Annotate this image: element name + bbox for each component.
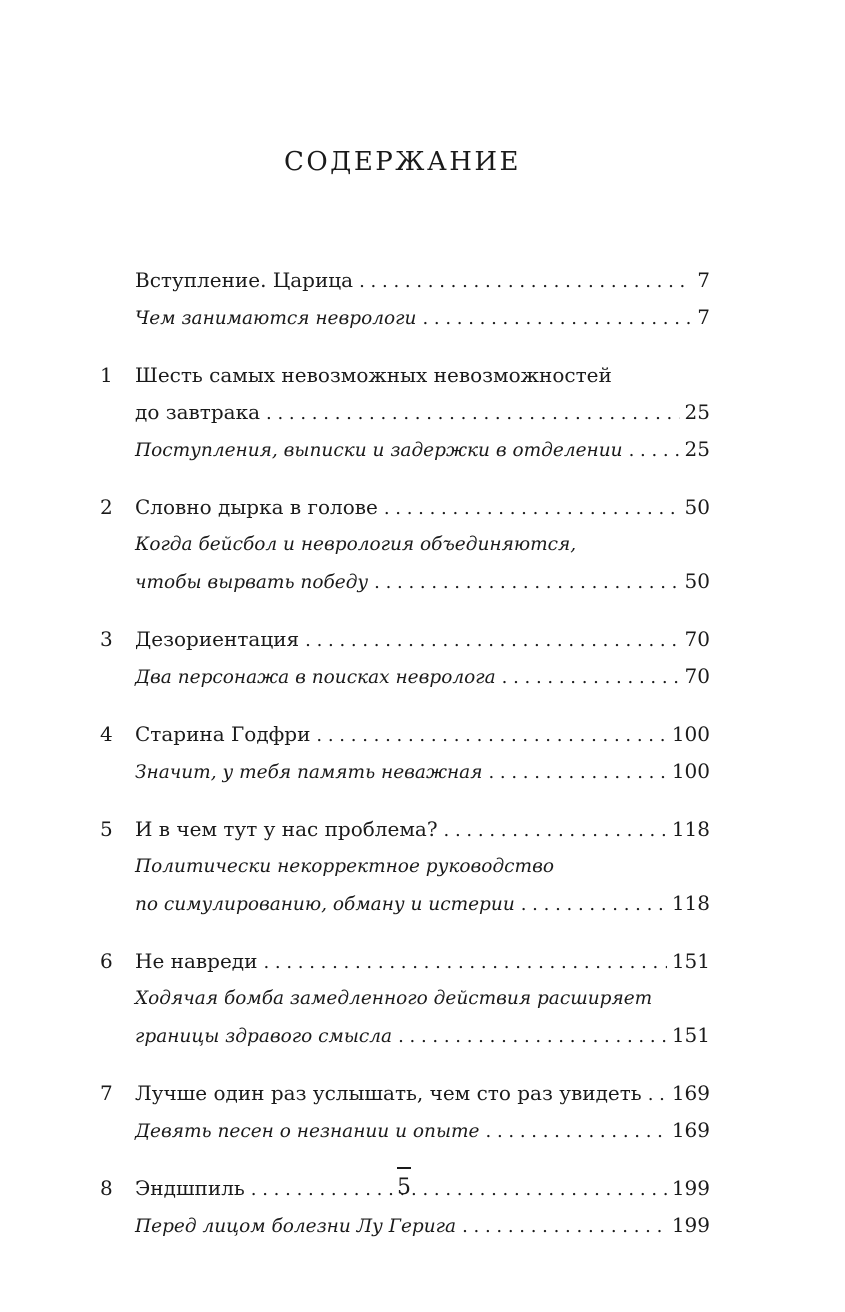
toc-subtitle-line[interactable] — [100, 658, 710, 695]
chapter-number: 7 — [100, 1081, 113, 1105]
page-number: 5 — [397, 1175, 411, 1200]
toc-chapter-line[interactable] — [100, 1075, 710, 1112]
chapter-title: Вступление. Царица — [135, 268, 354, 292]
page-ref: 199 — [671, 1176, 710, 1200]
toc-section — [100, 943, 710, 1054]
dot-leader — [263, 944, 666, 981]
chapter-title: Дезориентация — [135, 627, 300, 651]
chapter-title: Старина Годфри — [135, 722, 311, 746]
dot-leader — [444, 812, 667, 849]
chapter-number: 5 — [100, 817, 113, 841]
subtitle-text: чтобы вырвать победу — [135, 572, 369, 593]
toc-subtitle-line[interactable] — [100, 885, 710, 922]
chapter-title: Не навреди — [135, 949, 258, 973]
subtitle-text: Политически некорректное руководство — [135, 856, 554, 877]
page-ref: 25 — [684, 437, 710, 461]
chapter-title: до завтрака — [135, 400, 261, 424]
dot-leader — [384, 490, 680, 527]
toc-section — [100, 357, 710, 468]
page-ref: 199 — [671, 1213, 710, 1237]
chapter-number: 3 — [100, 627, 113, 651]
page-ref: 70 — [684, 627, 710, 651]
toc-section — [100, 262, 710, 336]
subtitle-text: по симулированию, обману и истерии — [135, 894, 515, 915]
page-ref: 118 — [671, 891, 710, 915]
chapter-title: И в чем тут у нас проблема? — [135, 817, 438, 841]
dot-leader — [502, 659, 680, 696]
dot-leader — [266, 395, 680, 432]
table-of-contents — [100, 262, 710, 1265]
page-ref: 70 — [684, 664, 710, 688]
chapter-title: Словно дырка в голове — [135, 495, 378, 519]
folio-rule — [397, 1167, 411, 1169]
dot-leader — [305, 622, 679, 659]
dot-leader — [374, 564, 679, 601]
page-ref: 100 — [671, 759, 710, 783]
dot-leader — [648, 1076, 667, 1113]
subtitle-text: Ходячая бомба замедленного действия расширяет — [135, 988, 653, 1009]
toc-subtitle-line[interactable] — [100, 299, 710, 336]
toc-chapter-line[interactable] — [100, 811, 710, 848]
toc-chapter-line[interactable] — [100, 262, 710, 299]
dot-leader — [521, 886, 667, 923]
page-ref: 50 — [684, 495, 710, 519]
subtitle-text: Чем занимаются неврологи — [135, 308, 417, 329]
page-ref: 50 — [684, 569, 710, 593]
subtitle-text: Когда бейсбол и неврология объединяются, — [135, 534, 577, 555]
page-ref: 169 — [671, 1081, 710, 1105]
dot-leader — [398, 1018, 667, 1055]
toc-chapter-line[interactable] — [100, 489, 710, 526]
toc-section — [100, 621, 710, 695]
chapter-number: 4 — [100, 722, 113, 746]
subtitle-text: Девять песен о незнании и опыте — [135, 1121, 480, 1142]
subtitle-text: Значит, у тебя память неважная — [135, 762, 483, 783]
subtitle-text: границы здравого смысла — [135, 1026, 393, 1047]
page-ref: 7 — [697, 268, 710, 292]
toc-subtitle-line[interactable] — [100, 1112, 710, 1149]
dot-leader — [488, 754, 666, 791]
toc-subtitle-line[interactable] — [100, 431, 710, 468]
toc-section — [100, 811, 710, 922]
dot-leader — [422, 300, 692, 337]
subtitle-text: Поступления, выписки и задержки в отделении — [135, 440, 623, 461]
toc-section — [100, 716, 710, 790]
toc-section — [100, 1075, 710, 1149]
dot-leader — [629, 432, 680, 469]
page-ref: 100 — [671, 722, 710, 746]
page-ref: 25 — [684, 400, 710, 424]
page-ref: 118 — [671, 817, 710, 841]
page-title: СОДЕРЖАНИЕ — [283, 147, 522, 177]
toc-subtitle-line[interactable] — [100, 753, 710, 790]
dot-leader — [316, 717, 666, 754]
page-ref: 151 — [671, 1023, 710, 1047]
toc-chapter-line[interactable] — [100, 621, 710, 658]
toc-section — [100, 489, 710, 600]
chapter-number: 2 — [100, 495, 113, 519]
chapter-number: 1 — [100, 363, 113, 387]
page-ref: 7 — [697, 305, 710, 329]
toc-subtitle-line[interactable] — [100, 563, 710, 600]
toc-subtitle-line[interactable] — [100, 1207, 710, 1244]
dot-leader — [359, 263, 692, 300]
subtitle-text: Перед лицом болезни Лу Герига — [135, 1216, 457, 1237]
toc-chapter-line[interactable] — [100, 943, 710, 980]
chapter-title: Лучше один раз услышать, чем сто раз увидеть — [135, 1081, 642, 1105]
chapter-title: Шесть самых невозможных невозможностей — [135, 363, 612, 387]
toc-subtitle-line[interactable] — [100, 980, 710, 1017]
toc-subtitle-line[interactable] — [100, 1017, 710, 1054]
subtitle-text: Два персонажа в поисках невролога — [135, 667, 496, 688]
dot-leader — [486, 1113, 667, 1150]
chapter-title: Эндшпиль — [135, 1176, 245, 1200]
toc-chapter-line[interactable] — [100, 716, 710, 753]
chapter-number: 8 — [100, 1176, 113, 1200]
toc-subtitle-line[interactable] — [100, 848, 710, 885]
toc-chapter-line[interactable] — [100, 394, 710, 431]
dot-leader — [462, 1208, 667, 1245]
chapter-number: 6 — [100, 949, 113, 973]
page-ref: 169 — [671, 1118, 710, 1142]
toc-subtitle-line[interactable] — [100, 526, 710, 563]
page-ref: 151 — [671, 949, 710, 973]
toc-chapter-line[interactable] — [100, 357, 710, 394]
